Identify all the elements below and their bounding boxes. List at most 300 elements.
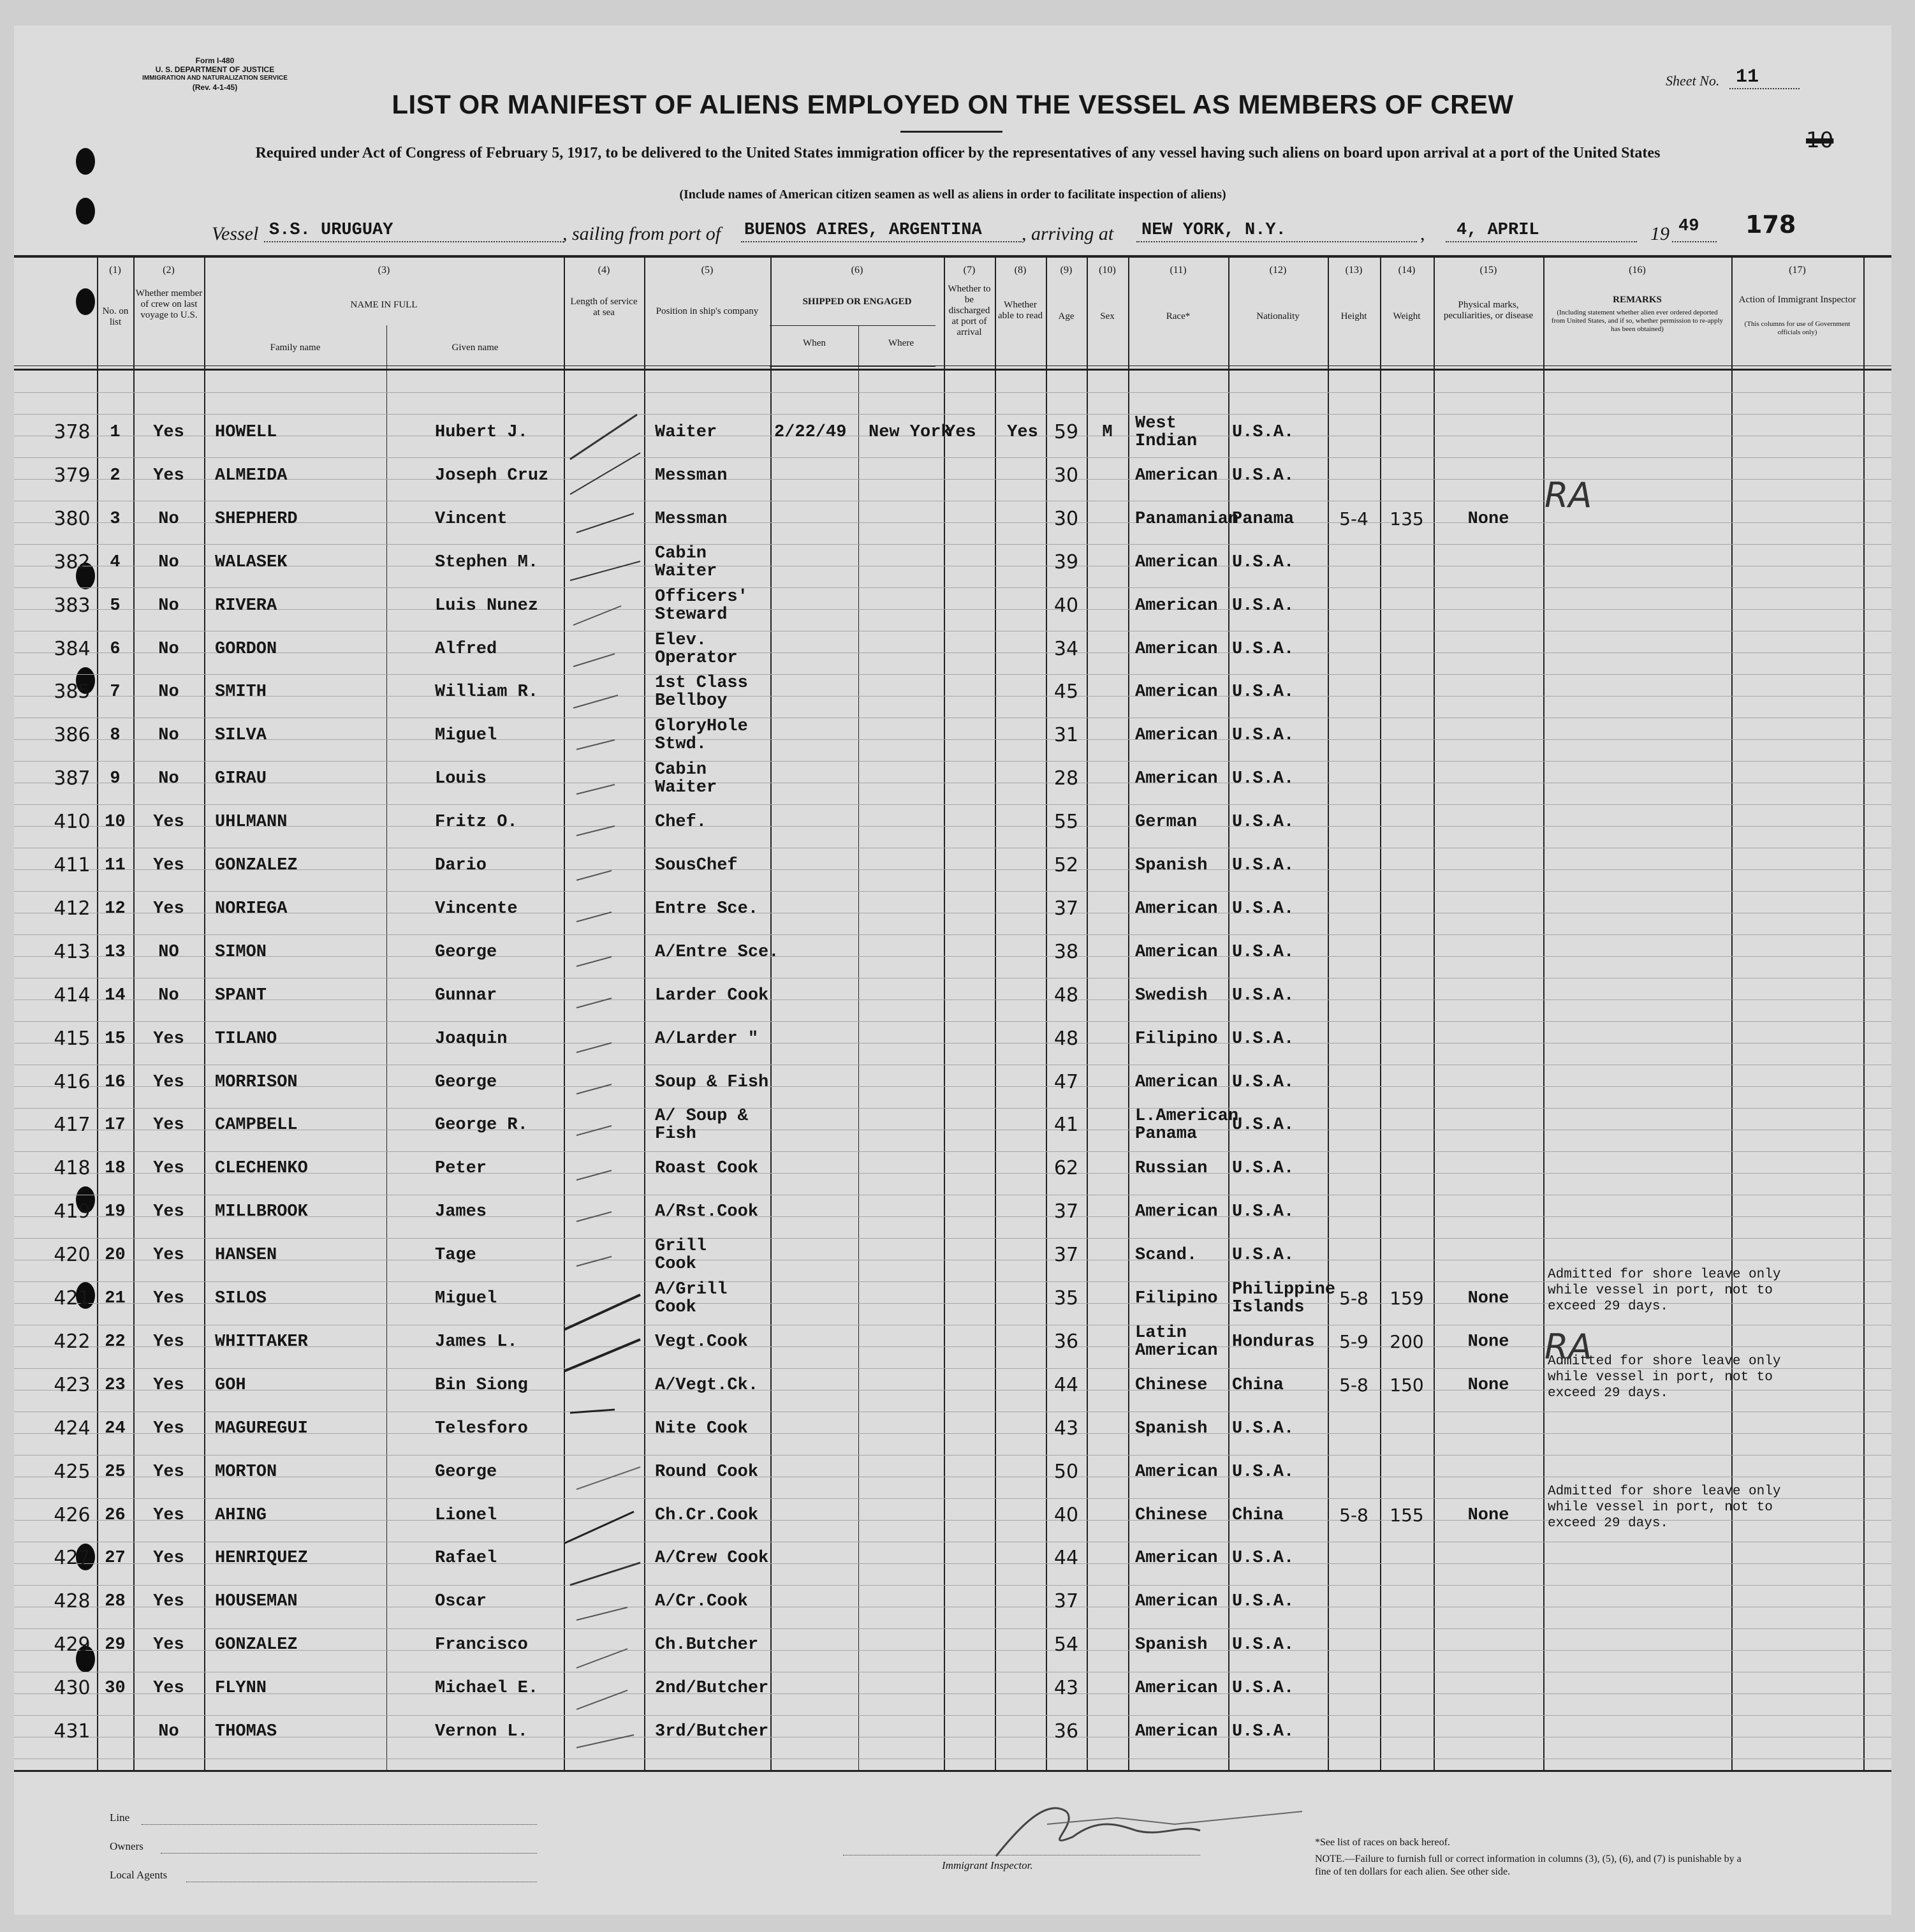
cell-pos: Larder Cook [655, 985, 769, 1005]
cell-family: FLYNN [215, 1679, 267, 1699]
cell-race: American [1135, 596, 1218, 616]
cell-given: Francisco [435, 1635, 528, 1655]
cell-age: 39 [1053, 550, 1079, 573]
cell-marks: None [1467, 509, 1509, 529]
inspector-initials: RA [1544, 1327, 1592, 1367]
from-port-underline [741, 241, 1022, 242]
cell-race: Panamanian [1135, 509, 1239, 529]
cell-pos: Messman [655, 509, 728, 529]
col-num: (3) [378, 265, 390, 276]
cell-last: Yes [153, 899, 184, 918]
cell-family: HOWELL [215, 423, 277, 442]
cell-remark: Admitted for shore leave only while vessel in port, not to exceed 29 days. [1548, 1267, 1781, 1314]
cell-last: No [158, 769, 179, 789]
row-ruling [14, 414, 1891, 415]
cell-given: Rafael [435, 1549, 497, 1568]
cell-age: 43 [1053, 1677, 1079, 1700]
row-ruling [14, 934, 1891, 935]
cell-ref: 386 [54, 724, 91, 747]
cell-age: 37 [1053, 1590, 1079, 1613]
cell-last: Yes [153, 1202, 184, 1222]
header-inspector-action: Action of Immigrant Inspector [1738, 295, 1856, 305]
cell-last: No [158, 639, 179, 659]
arrival-day: 4, APRIL [1456, 221, 1539, 240]
cell-given: Peter [435, 1159, 487, 1179]
cell-ref: 418 [54, 1157, 91, 1180]
manifest-sheet [14, 26, 1891, 1915]
col-rule [1863, 255, 1865, 1770]
col-num: (14) [1398, 265, 1416, 276]
col-rule [1087, 255, 1088, 1770]
cell-last: Yes [153, 813, 184, 832]
cell-last: No [158, 596, 179, 616]
cell-ref: 412 [54, 897, 91, 920]
cell-age: 30 [1053, 464, 1079, 487]
cell-age: 45 [1053, 681, 1079, 704]
cell-race: American [1135, 1549, 1218, 1568]
cell-race: L.American Panama [1135, 1107, 1239, 1144]
cell-nat: U.S.A. [1232, 769, 1295, 789]
cell-nat: U.S.A. [1232, 1202, 1295, 1222]
cell-ref: 383 [54, 594, 91, 617]
cell-no: 16 [105, 1072, 126, 1092]
cell-family: ALMEIDA [215, 466, 288, 485]
service-length-marks [564, 370, 644, 1773]
cell-nat: U.S.A. [1232, 466, 1295, 485]
row-ruling [14, 1238, 1891, 1239]
cell-given: William R. [435, 682, 539, 702]
cell-family: MILLBROOK [215, 1202, 308, 1222]
cell-nat: U.S.A. [1232, 1462, 1295, 1482]
cell-family: GONZALEZ [215, 1635, 298, 1655]
comma: , [1420, 223, 1425, 244]
col-num: (13) [1345, 265, 1363, 276]
cell-pos: Nite Cook [655, 1419, 748, 1438]
year-prefix: 19 [1650, 223, 1669, 244]
cell-given: Miguel [435, 726, 497, 746]
cell-pos: Entre Sce. [655, 899, 759, 918]
header-discharged: Whether to be discharged at port of arrival [948, 284, 991, 337]
cell-nat: U.S.A. [1232, 552, 1295, 572]
footer-fine-note: NOTE.—Failure to furnish full or correct information in columns (3), (5), (6), and (7) is punishable by a fine of ten dollars for each alien. See other side. [1315, 1854, 1742, 1877]
header-physical-marks: Physical marks, peculiarities, or disease [1443, 300, 1534, 321]
cell-pos: GloryHole Stwd. [655, 717, 748, 755]
cell-race: Spanish [1135, 1635, 1208, 1655]
cell-given: Gunnar [435, 985, 497, 1005]
cell-nat: Philippine Islands [1232, 1280, 1336, 1317]
cell-family: GORDON [215, 639, 277, 659]
cell-pos: Grill Cook [655, 1237, 707, 1274]
table-top-border [14, 255, 1891, 258]
cell-last: Yes [153, 1072, 184, 1092]
cell-family: GOH [215, 1375, 246, 1395]
cell-ref: 382 [54, 550, 91, 573]
cell-pos: A/Larder " [655, 1029, 759, 1049]
cell-last: Yes [153, 1332, 184, 1352]
cell-last: No [158, 682, 179, 702]
col-num: (4) [598, 265, 610, 276]
cell-family: GIRAU [215, 769, 267, 789]
from-port: BUENOS AIRES, ARGENTINA [744, 221, 982, 240]
row-ruling [14, 544, 1891, 545]
cell-given: George R. [435, 1116, 528, 1135]
row-ruling [14, 1151, 1891, 1152]
cell-nat: U.S.A. [1232, 596, 1295, 616]
cell-given: James L. [435, 1332, 518, 1352]
cell-pos: Soup & Fish [655, 1072, 769, 1092]
cell-race: American [1135, 466, 1218, 485]
cell-ref: 384 [54, 637, 91, 660]
header-bottom-rule [14, 369, 1891, 371]
row-ruling [14, 891, 1891, 892]
cell-given: Telesforo [435, 1419, 528, 1438]
cell-no: 30 [105, 1679, 126, 1699]
cell-nat: U.S.A. [1232, 856, 1295, 875]
cell-age: 35 [1053, 1287, 1079, 1309]
cell-last: Yes [153, 423, 184, 442]
cell-when: 2/22/49 [774, 423, 847, 442]
form-agency: U. S. DEPARTMENT OF JUSTICE [155, 65, 275, 74]
cell-last: Yes [153, 1246, 184, 1265]
footer-owners-label: Owners [110, 1840, 143, 1852]
struck-sheet-number: 10 [1806, 128, 1834, 153]
cell-given: Hubert J. [435, 423, 528, 442]
cell-age: 37 [1053, 1200, 1079, 1223]
cell-given: Stephen M. [435, 552, 539, 572]
cell-no: 28 [105, 1592, 126, 1612]
cell-h: 5-8 [1339, 1288, 1368, 1309]
cell-no: 20 [105, 1246, 126, 1265]
footer-line-field [142, 1824, 537, 1825]
col-rule [1380, 255, 1381, 1770]
row-ruling [14, 761, 1891, 762]
cell-no: 17 [105, 1116, 126, 1135]
header-inner-rule [14, 365, 1891, 366]
cell-pos: Officers' Steward [655, 587, 748, 624]
cell-given: Tage [435, 1246, 476, 1265]
cell-family: SILOS [215, 1289, 267, 1308]
row-ruling [14, 1715, 1891, 1716]
cell-ref: 385 [54, 681, 91, 704]
cell-last: Yes [153, 1159, 184, 1179]
header-remarks: REMARKS [1613, 295, 1662, 305]
cell-race: Filipino [1135, 1289, 1218, 1308]
cell-given: George [435, 942, 497, 962]
cell-pos: SousChef [655, 856, 738, 875]
cell-race: American [1135, 1679, 1218, 1699]
col-num: (5) [701, 265, 714, 276]
header-position: Position in ship's company [656, 306, 759, 316]
shipped-split-rule [770, 325, 935, 326]
cell-no: 7 [110, 682, 121, 702]
cell-ref: 410 [54, 811, 91, 834]
row-ruling [14, 1021, 1891, 1022]
header-family-name: Family name [270, 343, 321, 353]
cell-ref: 413 [54, 940, 91, 963]
cell-given: George [435, 1462, 497, 1482]
cell-no: 15 [105, 1029, 126, 1049]
cell-race: Spanish [1135, 856, 1208, 875]
cell-marks: None [1467, 1289, 1509, 1308]
cell-pos: A/Cr.Cook [655, 1592, 748, 1612]
cell-pos: Ch.Butcher [655, 1635, 759, 1655]
cell-h: 5-4 [1339, 508, 1368, 529]
row-ruling [14, 1585, 1891, 1586]
cell-ref: 416 [54, 1070, 91, 1093]
cell-no: 8 [110, 726, 121, 746]
cell-given: Luis Nunez [435, 596, 539, 616]
cell-last: Yes [153, 1289, 184, 1308]
cell-pos: 3rd/Butcher [655, 1722, 769, 1741]
vessel-underline [264, 241, 564, 242]
cell-age: 36 [1053, 1330, 1079, 1353]
cell-family: MORRISON [215, 1072, 298, 1092]
cell-given: Michael E. [435, 1679, 539, 1699]
cell-ref: 429 [54, 1633, 91, 1656]
cell-where: New York [869, 423, 951, 442]
cell-race: American [1135, 552, 1218, 572]
cell-given: Miguel [435, 1289, 497, 1308]
vessel-name: S.S. URUGUAY [269, 221, 393, 240]
sheet-number: 11 [1736, 66, 1759, 88]
cell-marks: None [1467, 1332, 1509, 1352]
sheet-label: Sheet No. [1666, 73, 1720, 89]
cell-pos: Ch.Cr.Cook [655, 1505, 759, 1525]
inspector-label: Immigrant Inspector. [942, 1859, 1033, 1871]
cell-age: 36 [1053, 1720, 1079, 1743]
cell-race: Latin American [1135, 1323, 1218, 1361]
cell-age: 37 [1053, 1244, 1079, 1267]
col-rule [1328, 255, 1329, 1770]
cell-no: 24 [105, 1419, 126, 1438]
cell-age: 40 [1053, 1503, 1079, 1526]
cell-h: 5-8 [1339, 1374, 1368, 1396]
page-title: LIST OR MANIFEST OF ALIENS EMPLOYED ON THE VESSEL AS MEMBERS OF CREW [392, 89, 1514, 119]
cell-given: Alfred [435, 639, 497, 659]
cell-ref: 430 [54, 1677, 91, 1700]
page-subtitle: Required under Act of Congress of February 5, 1917, to be delivered to the United States immigration officer by the representatives of any vessel having such aliens on board upon arrival at a port of the United States [255, 145, 1661, 161]
cell-given: Vincente [435, 899, 518, 918]
arriving-label: , arriving at [1022, 223, 1114, 244]
cell-age: 62 [1053, 1157, 1079, 1180]
cell-ref: 424 [54, 1417, 91, 1440]
cell-race: German [1135, 813, 1198, 832]
cell-no: 2 [110, 466, 121, 485]
cell-age: 44 [1053, 1373, 1079, 1396]
footer-agents-label: Local Agents [110, 1869, 168, 1881]
header-last-voyage: Whether member of crew on last voyage to U.S. [135, 288, 203, 320]
footer-line-label: Line [110, 1811, 130, 1824]
cell-race: American [1135, 1462, 1218, 1482]
cell-nat: U.S.A. [1232, 682, 1295, 702]
cell-no: 26 [105, 1505, 126, 1525]
header-shipped-engaged: SHIPPED OR ENGAGED [802, 297, 912, 307]
cell-family: CAMPBELL [215, 1116, 298, 1135]
cell-pos: A/ Soup & Fish [655, 1107, 748, 1144]
cell-no: 9 [110, 769, 121, 789]
cell-age: 50 [1053, 1460, 1079, 1483]
cell-family: UHLMANN [215, 813, 288, 832]
cell-no: 29 [105, 1635, 126, 1655]
cell-last: No [158, 1722, 179, 1741]
cell-nat: U.S.A. [1232, 985, 1295, 1005]
cell-age: 52 [1053, 854, 1079, 876]
header-when: When [803, 338, 826, 348]
cell-ref: 378 [54, 421, 91, 443]
cell-age: 48 [1053, 1027, 1079, 1050]
cell-w: 135 [1390, 508, 1424, 529]
cell-family: GONZALEZ [215, 856, 298, 875]
cell-race: Russian [1135, 1159, 1208, 1179]
header-nationality: Nationality [1256, 311, 1300, 321]
cell-nat: U.S.A. [1232, 639, 1295, 659]
cell-w: 155 [1390, 1504, 1424, 1526]
cell-nat: U.S.A. [1232, 1635, 1295, 1655]
cell-ref: 380 [54, 507, 91, 530]
col-num: (10) [1099, 265, 1116, 276]
cell-family: THOMAS [215, 1722, 277, 1741]
header-no-on-list: No. on list [102, 306, 129, 327]
cell-given: Louis [435, 769, 487, 789]
col-rule [995, 255, 996, 1770]
cell-age: 55 [1053, 811, 1079, 834]
cell-family: RIVERA [215, 596, 277, 616]
cell-nat: Panama [1232, 509, 1295, 529]
col-num: (6) [851, 265, 863, 276]
cell-age: 54 [1053, 1633, 1079, 1656]
header-race: Race* [1166, 311, 1191, 321]
cell-no: 27 [105, 1549, 126, 1568]
cell-disch: Yes [945, 423, 976, 442]
cell-nat: U.S.A. [1232, 813, 1295, 832]
col-rule [204, 255, 205, 1770]
cell-h: 5-9 [1339, 1331, 1368, 1352]
form-number: Form I-480 [195, 56, 235, 65]
row-ruling [14, 392, 1891, 393]
cell-nat: U.S.A. [1232, 1029, 1295, 1049]
cell-sex: M [1102, 423, 1113, 442]
year-underline [1672, 241, 1717, 242]
header-weight: Weight [1393, 311, 1421, 321]
cell-race: American [1135, 942, 1218, 962]
sheet-stamp-number: 178 [1745, 210, 1796, 239]
cell-pos: Messman [655, 466, 728, 485]
col-num: (11) [1170, 265, 1187, 276]
cell-age: 40 [1053, 594, 1079, 617]
col-num: (7) [963, 265, 976, 276]
col-num: (8) [1014, 265, 1027, 276]
cell-last: Yes [153, 1029, 184, 1049]
header-remarks-note: (Including statement whether alien ever ordered deported from United States, and if so, whether permission to re-apply has been obtained) [1551, 309, 1724, 333]
cell-pos: Vegt.Cook [655, 1332, 748, 1352]
cell-last: NO [158, 942, 179, 962]
cell-age: 31 [1053, 724, 1079, 747]
cell-family: HOUSEMAN [215, 1592, 298, 1612]
cell-family: SILVA [215, 726, 267, 746]
title-rule [900, 131, 1002, 133]
cell-pos: A/Rst.Cook [655, 1202, 759, 1222]
cell-no: 10 [105, 813, 126, 832]
cell-last: Yes [153, 1419, 184, 1438]
cell-pos: Waiter [655, 423, 717, 442]
header-given-name: Given name [451, 343, 499, 353]
cell-pos: Elev. Operator [655, 630, 738, 668]
col-rule [1434, 255, 1435, 1770]
cell-race: Filipino [1135, 1029, 1218, 1049]
cell-last: Yes [153, 1549, 184, 1568]
cell-no: 11 [105, 856, 126, 875]
cell-race: West Indian [1135, 414, 1198, 451]
col-num: (15) [1479, 265, 1497, 276]
cell-no: 5 [110, 596, 121, 616]
cell-race: American [1135, 639, 1218, 659]
cell-last: Yes [153, 1635, 184, 1655]
cell-pos: 1st Class Bellboy [655, 674, 748, 711]
cell-last: Yes [153, 856, 184, 875]
cell-pos: Cabin Waiter [655, 543, 717, 581]
cell-given: Joseph Cruz [435, 466, 549, 485]
cell-given: Vernon L. [435, 1722, 528, 1741]
cell-pos: Cabin Waiter [655, 760, 717, 798]
shipped-split-rule-2 [770, 366, 935, 367]
cell-pos: Roast Cook [655, 1159, 759, 1179]
cell-no: 12 [105, 899, 126, 918]
header-age: Age [1058, 311, 1075, 321]
cell-last: Yes [153, 1375, 184, 1395]
cell-no: 25 [105, 1462, 126, 1482]
cell-last: Yes [153, 1592, 184, 1612]
cell-race: Chinese [1135, 1505, 1208, 1525]
cell-last: Yes [153, 1679, 184, 1699]
to-port: NEW YORK, N.Y. [1141, 221, 1286, 240]
cell-nat: U.S.A. [1232, 1592, 1295, 1612]
cell-given: Vincent [435, 509, 508, 529]
cell-age: 59 [1053, 421, 1079, 443]
col-rule [644, 255, 645, 1770]
cell-ref: 431 [54, 1720, 91, 1743]
cell-given: Oscar [435, 1592, 487, 1612]
year-suffix: 49 [1678, 217, 1699, 236]
cell-ref: 420 [54, 1244, 91, 1267]
cell-pos: A/Vegt.Ck. [655, 1375, 759, 1395]
cell-family: NORIEGA [215, 899, 288, 918]
cell-pos: Round Cook [655, 1462, 759, 1482]
cell-nat: U.S.A. [1232, 1722, 1295, 1741]
inspector-signature [971, 1786, 1328, 1869]
cell-remark: Admitted for shore leave only while vessel in port, not to exceed 29 days. [1548, 1353, 1781, 1401]
cell-read: Yes [1007, 423, 1038, 442]
cell-pos: A/Entre Sce. [655, 942, 779, 962]
cell-nat: U.S.A. [1232, 1159, 1295, 1179]
row-ruling [14, 587, 1891, 588]
cell-ref: 425 [54, 1460, 91, 1483]
cell-marks: None [1467, 1505, 1509, 1525]
cell-race: American [1135, 1072, 1218, 1092]
cell-given: Dario [435, 856, 487, 875]
cell-age: 43 [1053, 1417, 1079, 1440]
col-rule [1228, 255, 1229, 1770]
cell-age: 47 [1053, 1070, 1079, 1093]
cell-w: 159 [1390, 1288, 1424, 1309]
cell-race: Spanish [1135, 1419, 1208, 1438]
cell-ref: 419 [54, 1200, 91, 1223]
cell-age: 38 [1053, 940, 1079, 963]
cell-race: American [1135, 769, 1218, 789]
cell-remark: Admitted for shore leave only while vessel in port, not to exceed 29 days. [1548, 1484, 1781, 1531]
cell-given: Joaquin [435, 1029, 508, 1049]
page-subtitle-note: (Include names of American citizen seamen as well as aliens in order to facilitate inspection of aliens) [679, 188, 1226, 202]
cell-no: 4 [110, 552, 121, 572]
